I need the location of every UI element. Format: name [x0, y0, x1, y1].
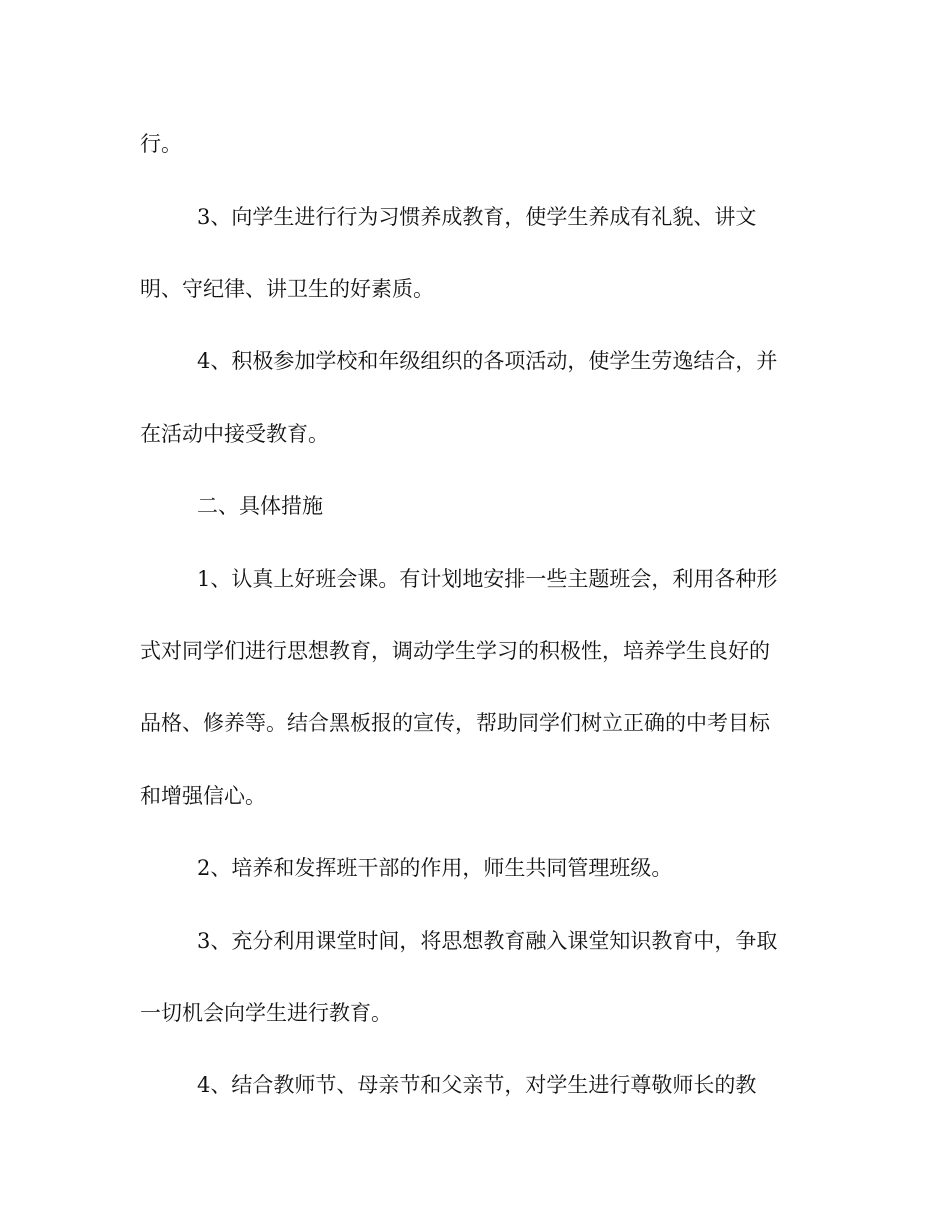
text-line: 行。: [140, 132, 182, 156]
text-line: 1、认真上好班会课。有计划地安排一些主题班会，利用各种形: [197, 567, 778, 591]
text-line: 4、积极参加学校和年级组织的各项活动，使学生劳逸结合，并: [197, 349, 778, 373]
text-line: 品格、修养等。结合黑板报的宣传，帮助同学们树立正确的中考目标: [140, 711, 770, 735]
text-line: 式对同学们进行思想教育，调动学生学习的积极性，培养学生良好的: [140, 639, 770, 663]
text-line: 和增强信心。: [140, 784, 266, 808]
text-line: 4、结合教师节、母亲节和父亲节，对学生进行尊敬师长的教: [197, 1073, 757, 1097]
section-heading: 二、具体措施: [197, 494, 323, 518]
text-line: 在活动中接受教育。: [140, 422, 329, 446]
text-line: 一切机会向学生进行教育。: [140, 1001, 392, 1025]
text-line: 3、向学生进行行为习惯养成教育，使学生养成有礼貌、讲文: [197, 205, 757, 229]
text-line: 2、培养和发挥班干部的作用，师生共同管理班级。: [197, 856, 673, 880]
text-line: 明、守纪律、讲卫生的好素质。: [140, 277, 434, 301]
text-line: 3、充分利用课堂时间，将思想教育融入课堂知识教育中，争取: [197, 929, 778, 953]
